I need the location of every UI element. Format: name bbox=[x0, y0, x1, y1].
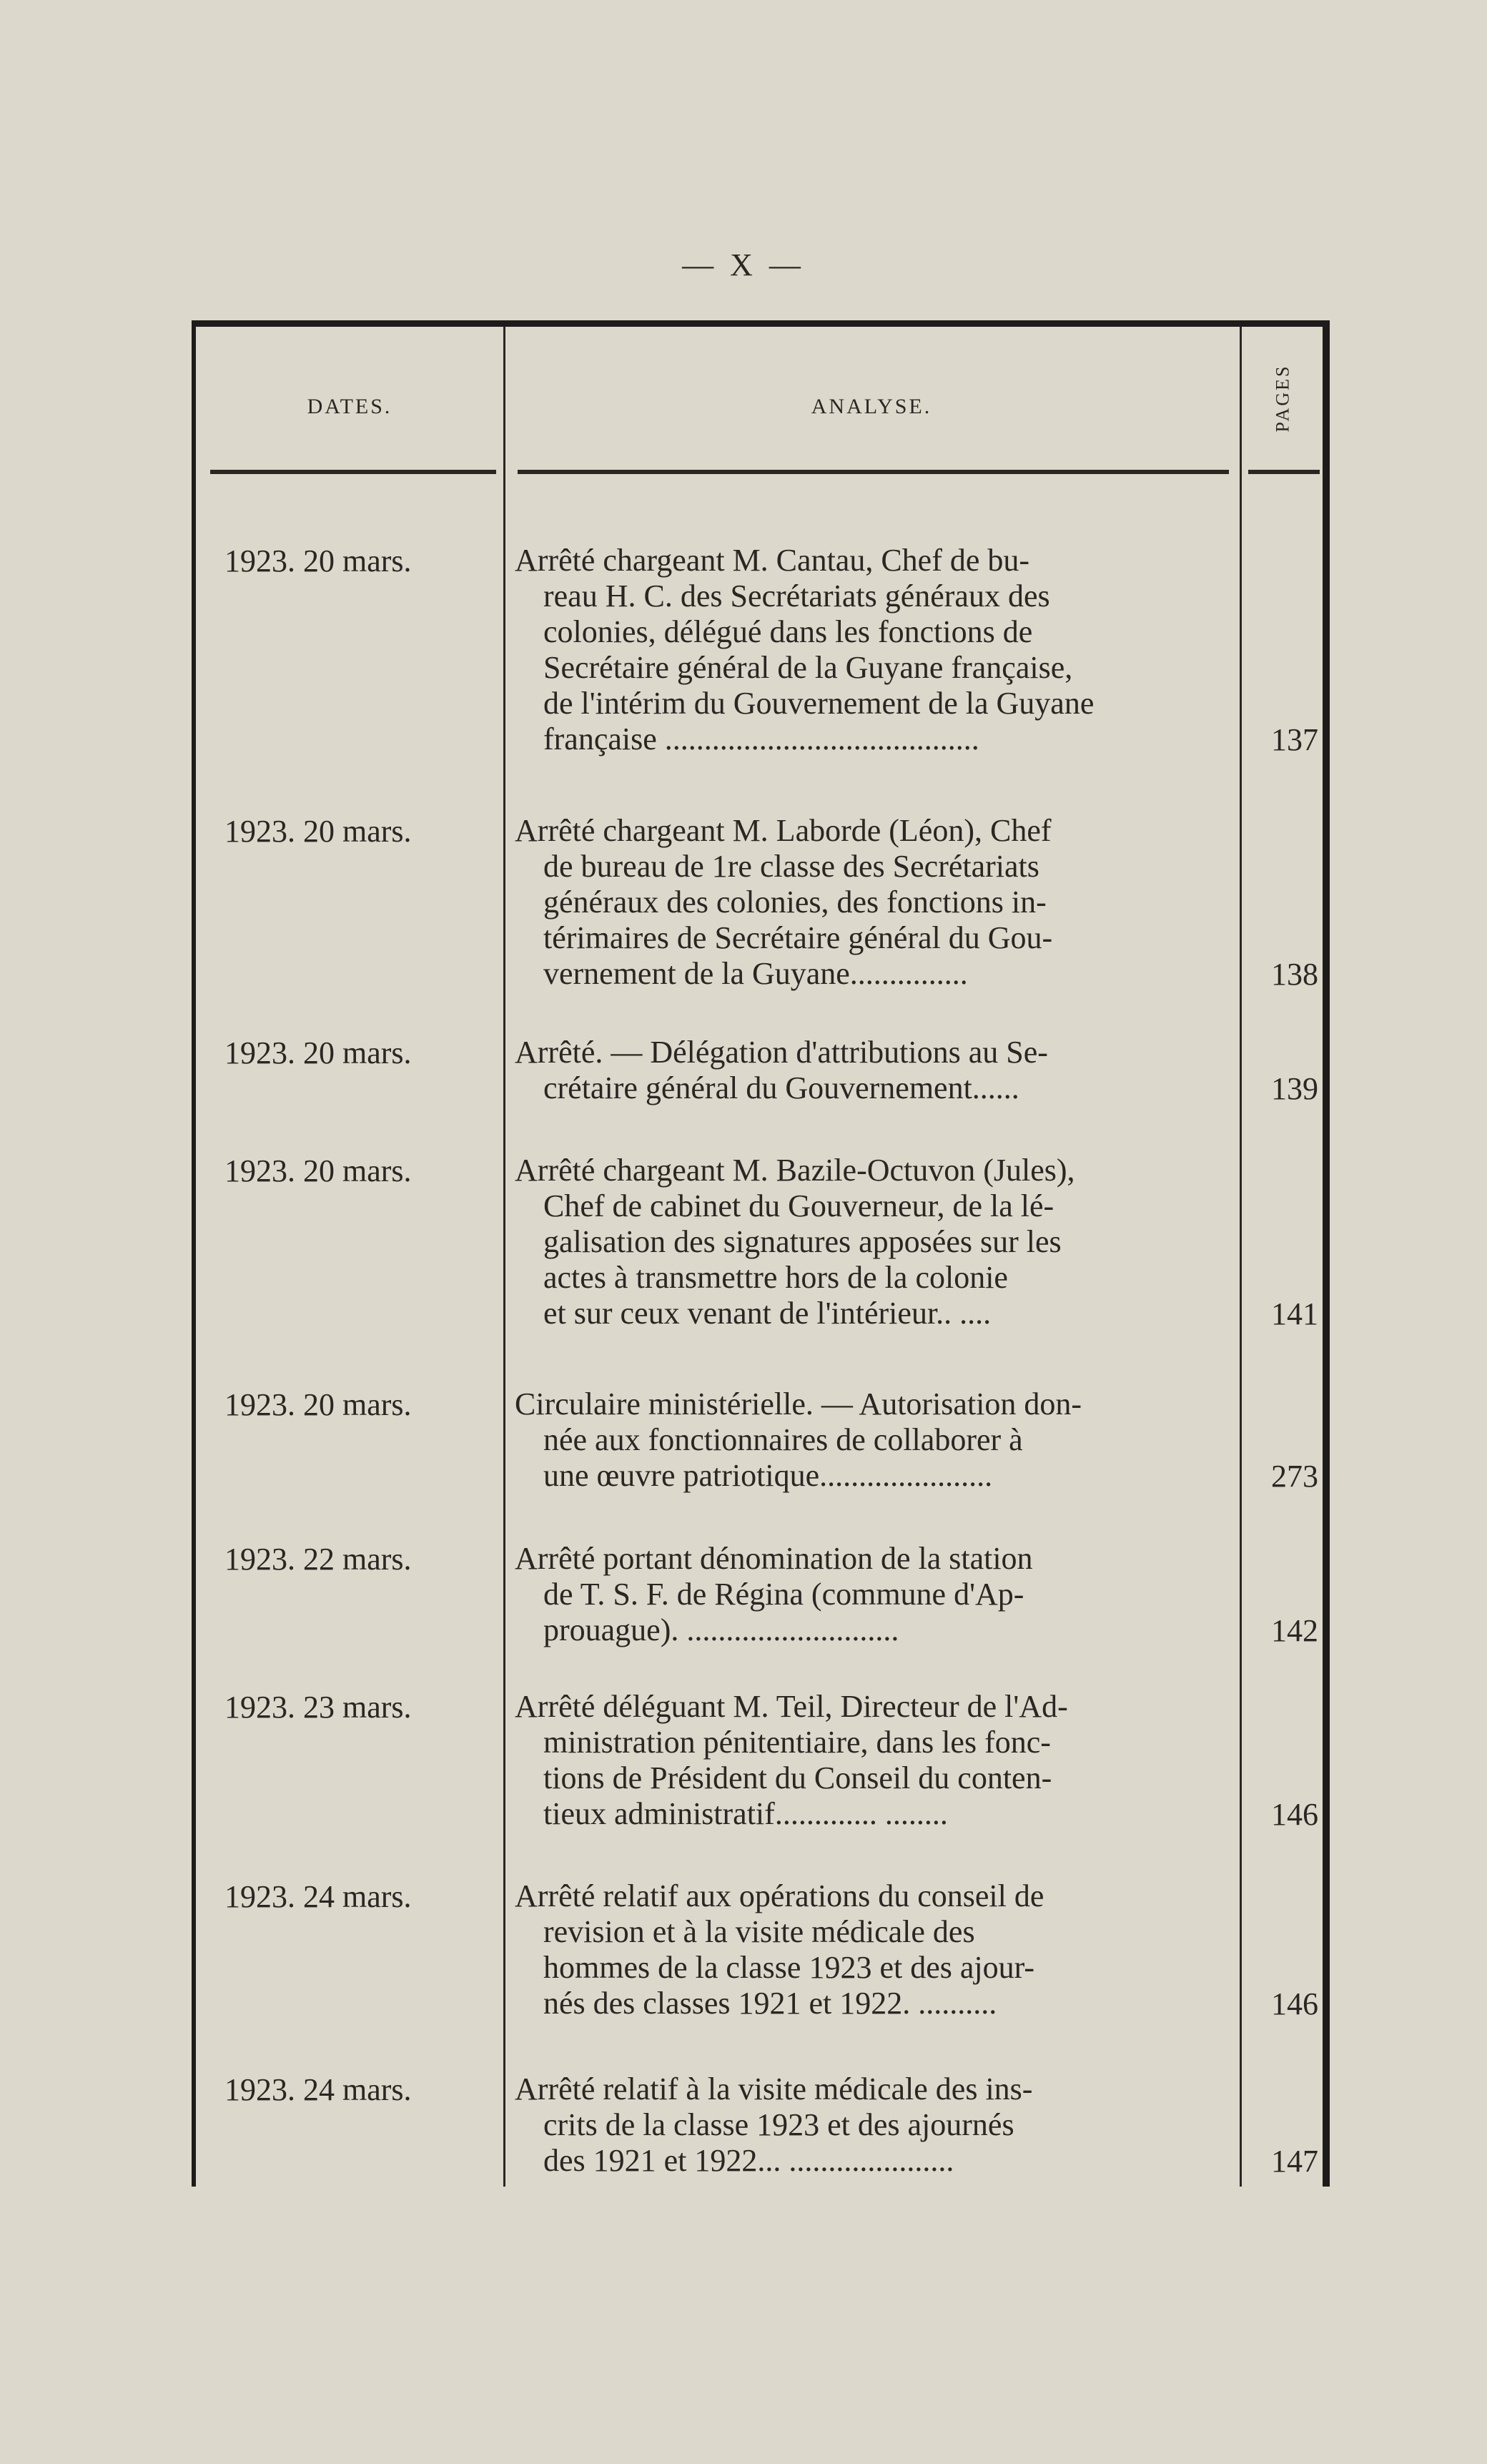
page-number: — X — bbox=[682, 247, 805, 282]
analyse-line: Arrêté relatif aux opérations du conseil de bbox=[515, 1878, 1044, 1913]
analyse-line: reau H. C. des Secrétariats généraux des bbox=[543, 578, 1050, 613]
row-date: 1923. 24 mars. bbox=[224, 2072, 412, 2107]
analyse-line: Arrêté chargeant M. Bazile-Octuvon (Jules), bbox=[515, 1153, 1075, 1188]
analyse-line: de l'intérim du Gouvernement de la Guyane bbox=[543, 686, 1095, 721]
row-date: 1923. 20 mars. bbox=[224, 814, 412, 849]
analyse-line: prouague). ........................... bbox=[543, 1612, 899, 1647]
header-rule bbox=[210, 470, 496, 474]
row-analyse bbox=[515, 1878, 1230, 2021]
column-divider bbox=[503, 327, 505, 2187]
analyse-line: et sur ceux venant de l'intérieur.. .... bbox=[543, 1296, 992, 1331]
row-page: 138 bbox=[1271, 957, 1318, 992]
header-rule bbox=[518, 470, 1229, 474]
row-date: 1923. 20 mars. bbox=[224, 1387, 412, 1422]
row-analyse bbox=[515, 1689, 1230, 1832]
analyse-line: vernement de la Guyane............... bbox=[543, 956, 968, 991]
header-dates: DATES. bbox=[307, 395, 392, 418]
column-divider bbox=[1240, 327, 1242, 2187]
row-analyse bbox=[515, 2071, 1230, 2179]
analyse-line: de bureau de 1re classe des Secrétariats bbox=[543, 849, 1039, 884]
analyse-line: hommes de la classe 1923 et des ajour- bbox=[543, 1950, 1035, 1985]
analyse-line: crits de la classe 1923 et des ajournés bbox=[543, 2107, 1014, 2142]
analyse-line: née aux fonctionnaires de collaborer à bbox=[543, 1422, 1023, 1457]
header-pages: PAGES bbox=[1272, 364, 1293, 433]
row-analyse bbox=[515, 1386, 1230, 1494]
row-date: 1923. 22 mars. bbox=[224, 1542, 412, 1577]
row-page: 146 bbox=[1271, 1986, 1318, 2021]
header-analyse: ANALYSE. bbox=[811, 395, 932, 418]
analyse-line: Arrêté. — Délégation d'attributions au Se- bbox=[515, 1035, 1048, 1070]
analyse-line: Circulaire ministérielle. — Autorisation don- bbox=[515, 1386, 1082, 1421]
row-page: 139 bbox=[1271, 1071, 1318, 1106]
analyse-line: Arrêté déléguant M. Teil, Directeur de l'Ad- bbox=[515, 1689, 1068, 1724]
analyse-line: colonies, délégué dans les fonctions de bbox=[543, 614, 1033, 649]
row-analyse bbox=[515, 1153, 1230, 1331]
row-page: 142 bbox=[1271, 1613, 1318, 1648]
index-table bbox=[192, 320, 1330, 2187]
row-date: 1923. 20 mars. bbox=[224, 1153, 412, 1188]
analyse-line: Arrêté portant dénomination de la station bbox=[515, 1541, 1033, 1576]
row-page: 137 bbox=[1271, 722, 1318, 757]
row-page: 141 bbox=[1271, 1296, 1318, 1331]
header-rule bbox=[1248, 470, 1320, 474]
analyse-line: une œuvre patriotique...................... bbox=[543, 1458, 993, 1493]
row-analyse bbox=[515, 1541, 1230, 1648]
analyse-line: crétaire général du Gouvernement...... bbox=[543, 1070, 1019, 1105]
table-header bbox=[196, 327, 1323, 477]
analyse-line: Arrêté chargeant M. Laborde (Léon), Chef bbox=[515, 813, 1052, 848]
analyse-line: galisation des signatures apposées sur les bbox=[543, 1224, 1062, 1259]
analyse-line: Secrétaire général de la Guyane française, bbox=[543, 650, 1073, 685]
row-date: 1923. 20 mars. bbox=[224, 543, 412, 578]
row-page: 147 bbox=[1271, 2144, 1318, 2179]
analyse-line: des 1921 et 1922... ..................... bbox=[543, 2143, 954, 2178]
analyse-line: Arrêté chargeant M. Cantau, Chef de bu- bbox=[515, 543, 1030, 578]
analyse-line: tieux administratif............. ........ bbox=[543, 1796, 948, 1831]
row-analyse bbox=[515, 813, 1230, 992]
row-analyse bbox=[515, 1035, 1230, 1106]
analyse-line: nés des classes 1921 et 1922. .......... bbox=[543, 1986, 997, 2021]
analyse-line: actes à transmettre hors de la colonie bbox=[543, 1260, 1008, 1295]
analyse-line: ministration pénitentiaire, dans les fonc- bbox=[543, 1725, 1051, 1760]
analyse-line: de T. S. F. de Régina (commune d'Ap- bbox=[543, 1577, 1024, 1612]
analyse-line: française ........................................ bbox=[543, 721, 979, 757]
row-date: 1923. 24 mars. bbox=[224, 1879, 412, 1914]
row-page: 273 bbox=[1271, 1459, 1318, 1494]
analyse-line: Arrêté relatif à la visite médicale des ins- bbox=[515, 2071, 1033, 2106]
row-date: 1923. 23 mars. bbox=[224, 1690, 412, 1725]
analyse-line: térimaires de Secrétaire général du Gou- bbox=[543, 920, 1053, 955]
row-page: 146 bbox=[1271, 1797, 1318, 1832]
row-analyse bbox=[515, 543, 1230, 757]
analyse-line: revision et à la visite médicale des bbox=[543, 1914, 975, 1949]
analyse-line: généraux des colonies, des fonctions in- bbox=[543, 884, 1047, 920]
analyse-line: Chef de cabinet du Gouverneur, de la lé- bbox=[543, 1188, 1054, 1223]
header-pages-cell bbox=[1240, 327, 1325, 470]
row-date: 1923. 20 mars. bbox=[224, 1035, 412, 1070]
analyse-line: tions de Président du Conseil du conten- bbox=[543, 1760, 1052, 1795]
